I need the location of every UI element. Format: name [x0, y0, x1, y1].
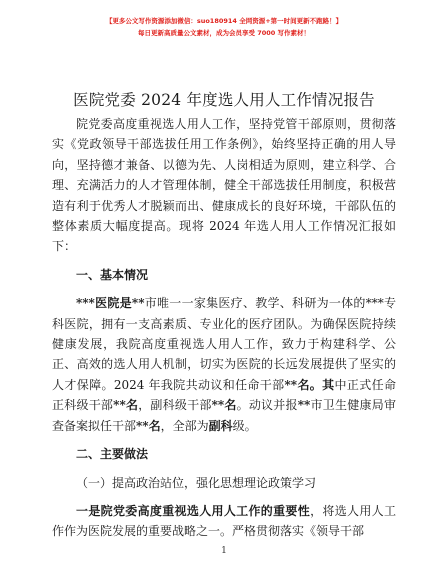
- promo-banner-line-1: 【更多公文写作资源添加微信：suo180914 全网资源+第一时间更新不跑路！】: [105, 17, 343, 25]
- section-2-subheading-1: （一）提高政治站位，强化思想理论政策学习: [76, 475, 317, 490]
- section-2-heading: 二、主要做法: [76, 447, 149, 462]
- candidate-count: **名: [136, 418, 161, 433]
- point-one-text: ，将选人用人工作作为医院发展的重要战略之一。严格贯彻落实《领导干部: [52, 503, 396, 539]
- section-1-text-c: ，副科级干部: [138, 398, 212, 413]
- section-1-paragraph: [52, 293, 396, 436]
- hospital-name: ***医院是**: [76, 296, 145, 311]
- intro-paragraph: 院党委高度重视选人用人工作，坚持党管干部原则，贯彻落实《党政领导干部选拔任用工作条例》，始终坚持正确的用人导向，坚持德才兼备、以德为先、人岗相适为原则，建立科学、合理、充满活力的人才管理体制，健全干部选拔任用制度，积极营造有利于优秀人才脱颖而出、健康成长的良好环境，干部队伍的整体素质大幅度提高。现将 2024 年选人用人工作情况汇报如下：: [52, 117, 396, 254]
- total-count: **名。其: [284, 377, 335, 392]
- section-1-text-d: 。动议并报: [236, 398, 298, 413]
- section-1-text-e: 市卫生健康局审查备案拟任干部: [52, 398, 396, 433]
- document-body: [52, 114, 396, 542]
- promo-banner-line-2: 每日更新高质量公文素材，成为会员享受 7000 写作素材！: [137, 29, 311, 37]
- section-1-text-g: 级。: [232, 418, 257, 433]
- section-1-heading: 一、基本情况: [76, 267, 149, 282]
- page-number: 1: [221, 546, 227, 556]
- deputy-count: **名: [211, 398, 237, 413]
- city-name: **: [297, 398, 311, 413]
- senior-count: **名: [113, 398, 139, 413]
- section-1-text-f: ，全部为: [160, 418, 209, 433]
- section-1-text-a: 市唯一一家集医疗、教学、科研为一体的***专科医院，拥有一支高素质、专业化的医疗团队。为确保医院持续健康发展，我院高度重视选人用人工作，致力于构建科学、公正、高效的选人用人机制，切实为医院的长远发展提供了坚实的人才保障。2024 年我院共动议和任命干部: [52, 296, 396, 392]
- section-2-paragraph-1: [52, 501, 396, 542]
- section-1-text-b: 中正式任命正科级干部: [52, 377, 396, 413]
- document-title: 医院党委 2024 年度选人用人工作情况报告: [73, 91, 375, 109]
- point-one-lead: 一是院党委高度重视选人用人工作的重要性: [76, 503, 311, 518]
- rank-label: 副科: [208, 418, 233, 433]
